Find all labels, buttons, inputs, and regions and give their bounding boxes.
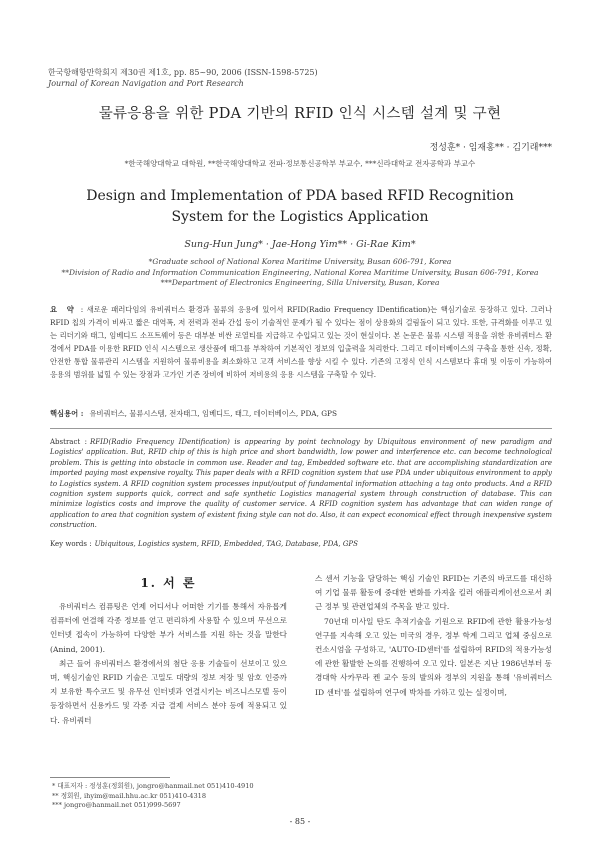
affiliation-3: ***Department of Electronics Engineering, Silla University, Busan, Korea: [160, 278, 440, 288]
abstract-english-label: Abstract :: [50, 438, 88, 446]
body-paragraph: 스 센서 기능을 담당하는 핵심 기술인 RFID는 기존의 바코드를 대신하여 기업 물류 활동에 중대한 변화를 가져올 킬러 애플리케이션으로서 최근 정부 및 관련업체의 주목을 받고 있다.: [315, 574, 552, 612]
footnote: ** 정회원, ihyim@mail.hhu.ac.kr 051)410-4318: [52, 791, 207, 800]
footnote-divider: [50, 777, 170, 778]
affiliations-english: [0, 257, 600, 289]
body-paragraph: 최근 들어 유비쿼터스 환경에서의 첨단 응용 기술들이 선보이고 있으며, 핵심기술인 RFID 기술은 고밀도 대량의 정보 저장 및 암호 인증까지 보유한 특수코드 및 유무선 인터넷과 연결시키는 비즈니스모델 등이 등장하면서 신용카드 및 각종 지급 결제 서비스 분야 등에 적용되고 있다. 유비쿼터: [50, 658, 287, 725]
keywords-korean-label: 핵심용어 :: [50, 409, 84, 418]
affiliations-korean: *한국해양대학교 대학원, **한국해양대학교 전파·정보통신공학부 부교수, ***신라대학교 전자공학과 부교수: [124, 159, 476, 168]
footnotes: [52, 782, 254, 811]
footnote: *** jongro@hanmail.net 051)999-5697: [52, 801, 181, 809]
abstract-korean-text: : 새로운 패러다임의 유비쿼터스 환경과 물류의 응용에 있어서 RFID(Radio Frequency IDentification)는 핵심기술로 등장하고 있다. 그러나 RFID 칩의 가격이 비싸고 짧은 대역폭, 저 전력과 전파 간섭 등이 기술적인 문제가 될 수 있다는 점이 상용화의 걸림돌이 되고 있다. 또한, 규격화를 이루고 있는 리더기와 태그, 임베디드 소프트웨어 등은 대부분 비싼 로열티를 지급하고 수입되고 있는 것이 현실이다. 본 논문은 물류 시스템 적용을 위한 유비쿼터스 환경에서 PDA를 이용한 RFID 인식 시스템으로 생산품에 태그를 부착하여 기본적인 정보의 입출력을 처리한다. 그리고 데이터베이스의 구축을 통한 신속, 정확, 안전한 통합 물류관리 시스템을 지원하여 물류비용을 최소화하고 고객 서비스를 향상 시킬 수 있다. 기존의 고정식 인식 시스템보다 휴대 및 이동이 가능하여 응용의 범위를 넓힐 수 있는 장점과 고가인 기존 장비에 비하여 저비용의 응용 시스템을 구축할 수 있다.: [50, 305, 552, 379]
affiliation-2: **Division of Radio and Information Communication Engineering, National Korea Maritime University, Busan 606-791, Korea: [61, 267, 539, 277]
affiliation-1: *Graduate school of National Korea Maritime University, Busan 606-791, Korea: [148, 257, 452, 266]
abstract-english: [50, 437, 552, 531]
footnote: * 대표저자 : 정성훈(정회원), jongro@hanmail.net 051)410-4910: [52, 782, 254, 790]
authors-english: Sung-Hun Jung* · Jae-Hong Yim** · Gi-Rae Kim*: [184, 239, 416, 250]
abstract-korean: [50, 303, 552, 381]
keywords-english-label: Key words :: [50, 540, 92, 548]
keywords-korean: [50, 409, 552, 419]
abstract-korean-label: 요 약: [50, 305, 77, 314]
journal-header: [48, 67, 318, 89]
body-paragraph: 유비쿼터스 컴퓨팅은 언제 어디서나 어떠한 기기를 통해서 자유롭게 컴퓨터에 연결해 각종 정보를 얻고 편리하게 사용할 수 있으며 무선으로 인터넷 접속이 가능하여 다양한 부가 서비스를 지원 하는 것을 말한다(Anind, 2001).: [50, 602, 287, 654]
section-heading: 1. 서 론: [140, 576, 197, 590]
body-paragraph: 70년대 미사일 탄도 추적기술을 기원으로 RFID에 관한 활용가능성 연구를 지속해 오고 있는 미국의 경우, 정부 학계 그리고 업체 중심으로 컨소시엄을 구성하고, 'AUTO-ID센터'를 설립하여 RFID의 적용가능성에 관한 활발한 논의를 진행하여 오고 있다. 일본은 지난 1986년부터 동경대학 사카무라 켄 교수 등의 발의와 정부의 지원을 통해 '유비쿼터스 ID 센터'를 설립하여 연구에 박차를 가하고 있는 실정이며,: [315, 616, 552, 697]
divider: [50, 428, 552, 429]
title-korean: 물류응용을 위한 PDA 기반의 RFID 인식 시스템 설계 및 구현: [98, 106, 502, 122]
authors-korean: 정성훈* · 임재홍** · 김기래***: [429, 143, 552, 153]
body-column-left: [50, 600, 287, 728]
journal-name: Journal of Korean Navigation and Port Research: [48, 79, 244, 88]
keywords-korean-text: 유비쿼터스, 물류시스템, 전자태그, 임베디드, 태그, 데이터베이스, PDA, GPS: [89, 409, 337, 418]
body-column-right: [315, 572, 552, 700]
title-english: Design and Implementation of PDA based RFID Recognition System for the Logistics Application: [86, 188, 514, 225]
abstract-english-text: RFID(Radio Frequency IDentification) is appearing by point technology by Ubiquitous environment of new paradigm and Logistics' application. But, RFID chip of this is high price and short bandwidth, low power and interference etc. can become technological problem. This is getting into obstacle in common use. Reader and tag, Embedded software etc. that are accomplishing standardization are imported paying most expensive royalty. This paper deals with a RFID cognition system that use PDA under ubiquitous environment to apply to Logistics system. A RFID cognition system processes input/output of fundamental information attaching a tag onto products. And a RFID cognition system supports quick, correct and safe synthetic Logistics managerial system through construction of database. This can minimize logistics costs and improve the quality of customer service. A RFID cognition system has advantage that can widen range of application to area that cognition system of existent fixing style can not do. Also, it can expect economical effect through inexpensive system construction.: [50, 438, 552, 530]
keywords-english: [50, 540, 552, 548]
keywords-english-text: Ubiquitous, Logistics system, RFID, Embedded, TAG, Database, PDA, GPS: [94, 540, 358, 548]
journal-citation: 한국항해항만학회지 제30권 제1호, pp. 85~90, 2006 (ISSN-1598-5725): [48, 68, 318, 77]
page-number: - 85 -: [289, 817, 311, 826]
